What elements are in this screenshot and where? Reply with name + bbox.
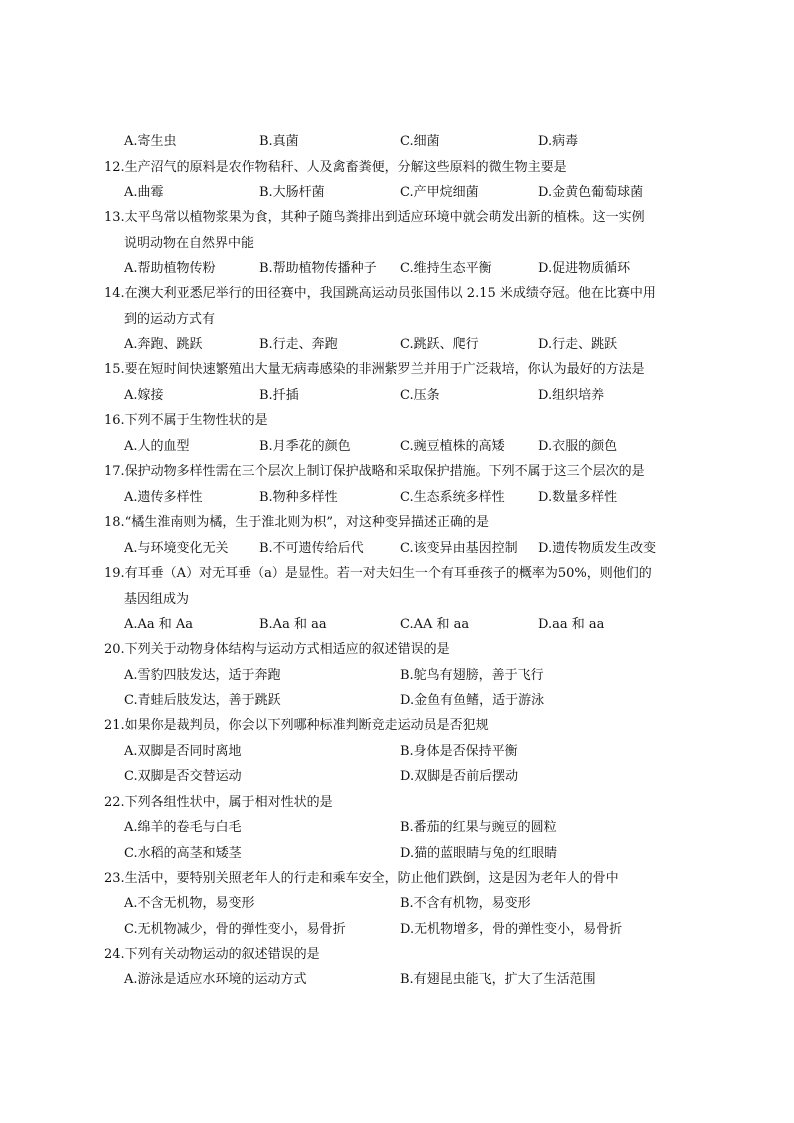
q13-option-d: D.促进物质循环 — [538, 261, 631, 276]
q14-option-b: B.行走、奔跑 — [259, 337, 338, 352]
q15-option-c: C.压条 — [400, 388, 440, 403]
q22-option-d: D.猫的蓝眼睛与兔的红眼睛 — [400, 846, 558, 861]
q23-stem: 23.生活中，要特别关照老年人的行走和乘车安全，防止他们跌倒，这是因为老年人的骨中 — [104, 871, 619, 886]
q20-option-d: D.金鱼有鱼鳍，适于游泳 — [400, 693, 545, 708]
q19-stem: 19.有耳垂（A）对无耳垂（a）是显性。若一对夫妇生一个有耳垂孩子的概率为50%，则他们的 — [104, 566, 652, 581]
q23-option-a: A.不含无机物，易变形 — [124, 896, 255, 911]
q12-option-c: C.产甲烷细菌 — [400, 185, 479, 200]
q17-stem: 17.保护动物多样性需在三个层次上制订保护战略和采取保护措施。下列不属于这三个层次的是 — [104, 464, 645, 479]
q14-stem-cont: 到的运动方式有 — [124, 312, 216, 327]
q21-option-d: D.双脚是否前后摆动 — [400, 769, 519, 784]
q11-options — [124, 134, 684, 150]
q22-option-a: A.绵羊的卷毛与白毛 — [124, 820, 242, 835]
q16-option-c: C.豌豆植株的高矮 — [400, 439, 505, 454]
q23-option-d: D.无机物增多，骨的弹性变小，易骨折 — [400, 922, 623, 937]
q15-option-b: B.扦插 — [259, 388, 299, 403]
q15-stem: 15.要在短时间快速繁殖出大量无病毒感染的非洲紫罗兰并用于广泛栽培，你认为最好的方法是 — [104, 362, 645, 377]
q20-option-a: A.雪豹四肢发达，适于奔跑 — [124, 668, 281, 683]
q22-option-c: C.水稻的高茎和矮茎 — [124, 846, 242, 861]
q18-stem: 18.“橘生淮南则为橘，生于淮北则为枳”，对这种变异描述正确的是 — [104, 515, 489, 530]
q14-stem: 14.在澳大利亚悉尼举行的田径赛中，我国跳高运动员张国伟以 2.15 米成绩夺冠。他在比赛中用 — [104, 286, 656, 301]
q18-options — [124, 541, 684, 557]
q23-option-c: C.无机物减少，骨的弹性变小，易骨折 — [124, 922, 346, 937]
q24-option-a: A.游泳是适应水环境的运动方式 — [124, 972, 307, 987]
q11-option-a: A.寄生虫 — [124, 134, 177, 149]
q16-stem: 16.下列不属于生物性状的是 — [104, 413, 268, 428]
q12-stem: 12.生产沼气的原料是农作物秸秆、人及禽畜粪便，分解这些原料的微生物主要是 — [104, 160, 567, 175]
q11-option-d: D.病毒 — [538, 134, 579, 149]
q14-option-c: C.跳跃、爬行 — [400, 337, 479, 352]
q19-option-a: A.Aa 和 Aa — [124, 617, 194, 632]
q22-option-b: B.番茄的红果与豌豆的圆粒 — [400, 820, 557, 835]
q23-option-b: B.不含有机物，易变形 — [400, 896, 531, 911]
q23-options-row2 — [124, 922, 684, 938]
q16-option-d: D.衣服的颜色 — [538, 439, 618, 454]
q12-option-b: B.大肠杆菌 — [259, 185, 325, 200]
q15-option-a: A.嫁接 — [124, 388, 164, 403]
q16-option-a: A.人的血型 — [124, 439, 190, 454]
q17-option-d: D.数量多样性 — [538, 490, 618, 505]
q20-stem: 20.下列关于动物身体结构与运动方式相适应的叙述错误的是 — [104, 642, 450, 657]
q21-stem: 21.如果你是裁判员，你会以下列哪种标准判断竞走运动员是否犯规 — [104, 718, 489, 733]
q19-option-c: C.AA 和 aa — [400, 617, 470, 632]
q18-option-b: B.不可遗传给后代 — [259, 541, 364, 556]
q19-option-d: D.aa 和 aa — [538, 617, 605, 632]
q21-option-a: A.双脚是否同时离地 — [124, 744, 242, 759]
q13-options — [124, 261, 684, 277]
q19-options — [124, 617, 684, 633]
q17-options — [124, 490, 684, 506]
q21-options-row1 — [124, 744, 684, 760]
q13-option-c: C.维持生态平衡 — [400, 261, 492, 276]
q20-option-b: B.鸵鸟有翅膀，善于飞行 — [400, 668, 544, 683]
q21-option-c: C.双脚是否交替运动 — [124, 769, 242, 784]
q18-option-c: C.该变异由基因控制 — [400, 541, 518, 556]
q16-options — [124, 439, 684, 455]
q22-stem: 22.下列各组性状中，属于相对性状的是 — [104, 795, 333, 810]
q17-option-a: A.遗传多样性 — [124, 490, 203, 505]
q17-option-b: B.物种多样性 — [259, 490, 338, 505]
q11-option-c: C.细菌 — [400, 134, 440, 149]
q22-options-row1 — [124, 820, 684, 836]
q12-options — [124, 185, 684, 201]
q13-stem: 13.太平鸟常以植物浆果为食，其种子随鸟粪排出到适应环境中就会萌发出新的植株。这一实例 — [104, 210, 645, 225]
q14-options — [124, 337, 684, 353]
q14-option-a: A.奔跑、跳跃 — [124, 337, 203, 352]
q17-option-c: C.生态系统多样性 — [400, 490, 505, 505]
q12-option-a: A.曲霉 — [124, 185, 164, 200]
q15-options — [124, 388, 684, 404]
q21-option-b: B.身体是否保持平衡 — [400, 744, 518, 759]
q13-option-b: B.帮助植物传播种子 — [259, 261, 377, 276]
q20-option-c: C.青蛙后肢发达，善于跳跃 — [124, 693, 281, 708]
q20-options-row1 — [124, 668, 684, 684]
q23-options-row1 — [124, 896, 684, 912]
q11-option-b: B.真菌 — [259, 134, 299, 149]
q18-option-d: D.遗传物质发生改变 — [538, 541, 657, 556]
q14-option-d: D.行走、跳跃 — [538, 337, 618, 352]
q13-stem-cont: 说明动物在自然界中能 — [124, 236, 255, 251]
q24-stem: 24.下列有关动物运动的叙述错误的是 — [104, 947, 320, 962]
q16-option-b: B.月季花的颜色 — [259, 439, 351, 454]
q12-option-d: D.金黄色葡萄球菌 — [538, 185, 644, 200]
q19-option-b: B.Aa 和 aa — [259, 617, 327, 632]
q19-stem-cont: 基因组成为 — [124, 592, 190, 607]
q13-option-a: A.帮助植物传粉 — [124, 261, 216, 276]
q21-options-row2 — [124, 769, 684, 785]
q15-option-d: D.组织培养 — [538, 388, 605, 403]
q24-options-row1 — [124, 972, 684, 988]
q22-options-row2 — [124, 846, 684, 862]
q18-option-a: A.与环境变化无关 — [124, 541, 229, 556]
q24-option-b: B.有翅昆虫能飞，扩大了生活范围 — [400, 972, 596, 987]
q20-options-row2 — [124, 693, 684, 709]
